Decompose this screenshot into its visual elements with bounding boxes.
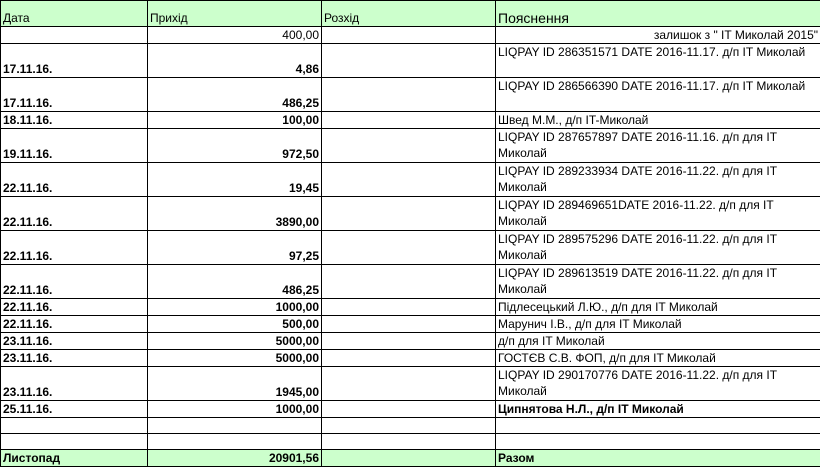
expense-cell[interactable] [322, 401, 496, 418]
income-cell[interactable]: 486,25 [148, 78, 322, 112]
explanation-cell[interactable]: Швед М.М., д/п IT-Миколай [496, 112, 820, 129]
expense-cell[interactable] [322, 231, 496, 265]
income-cell[interactable]: 19,45 [148, 163, 322, 197]
table-row [1, 367, 820, 401]
expense-cell[interactable] [322, 350, 496, 367]
table-row [1, 350, 820, 367]
expense-cell[interactable] [322, 367, 496, 401]
table-row [1, 44, 820, 78]
table-row [1, 112, 820, 129]
income-cell[interactable]: 486,25 [148, 265, 322, 299]
expense-cell[interactable] [322, 197, 496, 231]
date-cell[interactable]: 19.11.16. [1, 129, 148, 163]
income-cell[interactable]: 3890,00 [148, 197, 322, 231]
date-cell[interactable]: 25.11.16. [1, 401, 148, 418]
table-row [1, 316, 820, 333]
date-cell[interactable]: 22.11.16. [1, 163, 148, 197]
expense-cell[interactable] [322, 112, 496, 129]
empty-cell[interactable] [322, 418, 496, 434]
empty-row [1, 418, 820, 434]
expense-cell[interactable] [322, 316, 496, 333]
table-row [1, 197, 820, 231]
explanation-cell[interactable]: LIQPAY ID 289233934 DATE 2016-11.22. д/п для IT Миколай [496, 163, 820, 197]
explanation-cell[interactable]: LIQPAY ID 287657897 DATE 2016-11.16. д/п для IT Миколай [496, 129, 820, 163]
date-cell[interactable]: 17.11.16. [1, 44, 148, 78]
table-row [1, 163, 820, 197]
header-row [1, 1, 820, 27]
explanation-cell[interactable]: Марунич І.В., д/п для IT Миколай [496, 316, 820, 333]
total-expense[interactable] [322, 450, 496, 467]
header-explanation[interactable]: Пояснення [496, 1, 820, 27]
table-row [1, 265, 820, 299]
expense-cell[interactable] [322, 163, 496, 197]
total-income[interactable]: 20901,56 [148, 450, 322, 467]
explanation-cell[interactable]: LIQPAY ID 289613519 DATE 2016-11.22. д/п для IT Миколай [496, 265, 820, 299]
expense-cell[interactable] [322, 44, 496, 78]
income-cell[interactable]: 5000,00 [148, 350, 322, 367]
date-cell[interactable]: 23.11.16. [1, 367, 148, 401]
income-cell[interactable]: 100,00 [148, 112, 322, 129]
empty-row [1, 434, 820, 450]
empty-cell[interactable] [322, 434, 496, 450]
table-row [1, 231, 820, 265]
date-cell[interactable]: 22.11.16. [1, 197, 148, 231]
expense-cell[interactable] [322, 129, 496, 163]
income-cell[interactable]: 5000,00 [148, 333, 322, 350]
date-cell[interactable]: 22.11.16. [1, 265, 148, 299]
header-expense[interactable]: Розхід [322, 1, 496, 27]
explanation-cell[interactable]: LIQPAY ID 290170776 DATE 2016-11.22. д/п для IT Миколай [496, 367, 820, 401]
income-cell[interactable]: 97,25 [148, 231, 322, 265]
income-cell[interactable]: 500,00 [148, 316, 322, 333]
expense-cell[interactable] [322, 265, 496, 299]
table-row [1, 129, 820, 163]
expense-cell[interactable] [322, 78, 496, 112]
explanation-cell[interactable]: Ципнятова Н.Л., д/п IT Миколай [496, 401, 820, 418]
table-row [1, 401, 820, 418]
date-cell[interactable] [1, 27, 148, 44]
explanation-cell[interactable]: залишок з " IT Миколай 2015" [496, 27, 820, 44]
expense-cell[interactable] [322, 27, 496, 44]
date-cell[interactable]: 18.11.16. [1, 112, 148, 129]
explanation-cell[interactable]: д/п для IT Миколай [496, 333, 820, 350]
table-row [1, 333, 820, 350]
total-explanation[interactable]: Разом [496, 450, 820, 467]
total-label[interactable]: Листопад [1, 450, 148, 467]
header-date[interactable]: Дата [1, 1, 148, 27]
date-cell[interactable]: 17.11.16. [1, 78, 148, 112]
empty-cell[interactable] [148, 418, 322, 434]
income-cell[interactable]: 972,50 [148, 129, 322, 163]
empty-cell[interactable] [1, 418, 148, 434]
explanation-cell[interactable]: LIQPAY ID 289575296 DATE 2016-11.22. д/п для IT Миколай [496, 231, 820, 265]
table-row [1, 78, 820, 112]
date-cell[interactable]: 22.11.16. [1, 231, 148, 265]
explanation-cell[interactable]: LIQPAY ID 286351571 DATE 2016-11.17. д/п IT Миколай [496, 44, 820, 78]
income-cell[interactable]: 400,00 [148, 27, 322, 44]
income-cell[interactable]: 1000,00 [148, 401, 322, 418]
expense-cell[interactable] [322, 333, 496, 350]
explanation-cell[interactable]: LIQPAY ID 286566390 DATE 2016-11.17. д/п IT Миколай [496, 78, 820, 112]
table-row [1, 299, 820, 316]
empty-cell[interactable] [496, 418, 820, 434]
explanation-cell[interactable]: LIQPAY ID 289469651DATE 2016-11.22. д/п для IT Миколай [496, 197, 820, 231]
explanation-cell[interactable]: ГОСТЄВ С.В. ФОП, д/п для IT Миколай [496, 350, 820, 367]
header-income[interactable]: Прихід [148, 1, 322, 27]
explanation-cell[interactable]: Підлесецький Л.Ю., д/п для IT Миколай [496, 299, 820, 316]
income-cell[interactable]: 1945,00 [148, 367, 322, 401]
table-row [1, 27, 820, 44]
date-cell[interactable]: 22.11.16. [1, 299, 148, 316]
expense-cell[interactable] [322, 299, 496, 316]
empty-cell[interactable] [1, 434, 148, 450]
date-cell[interactable]: 23.11.16. [1, 333, 148, 350]
date-cell[interactable]: 22.11.16. [1, 316, 148, 333]
empty-cell[interactable] [496, 434, 820, 450]
income-cell[interactable]: 1000,00 [148, 299, 322, 316]
empty-cell[interactable] [148, 434, 322, 450]
total-row [1, 450, 820, 467]
income-cell[interactable]: 4,86 [148, 44, 322, 78]
date-cell[interactable]: 23.11.16. [1, 350, 148, 367]
